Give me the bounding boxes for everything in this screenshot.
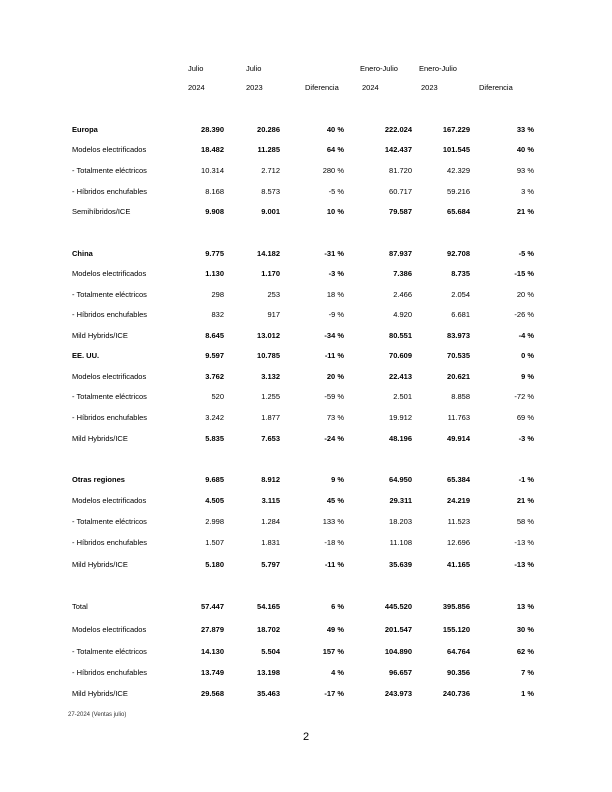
table-row: [0, 689, 612, 701]
cell-diferencia-month: -11 %: [324, 560, 344, 569]
cell-ytd-2024: 79.587: [389, 207, 412, 216]
cell-julio-2024: 8.168: [205, 187, 224, 196]
page-number: 2: [302, 731, 310, 743]
cell-diferencia-month: -3 %: [328, 269, 344, 278]
cell-diferencia-month: 49 %: [326, 625, 344, 634]
cell-ytd-2023: 155.120: [442, 625, 470, 634]
cell-julio-2024: 18.482: [201, 145, 224, 154]
table-row: [0, 668, 612, 680]
cell-ytd-2023: 11.763: [447, 413, 470, 422]
cell-julio-2024: 9.685: [205, 475, 224, 484]
cell-diferencia-month: -11 %: [324, 351, 344, 360]
cell-diferencia-ytd: 20 %: [516, 290, 534, 299]
cell-julio-2024: 5.835: [205, 434, 224, 443]
cell-diferencia-month: 40 %: [326, 125, 344, 134]
cell-diferencia-ytd: 7 %: [521, 668, 534, 677]
cell-julio-2023: 20.286: [257, 125, 280, 134]
table-row: [0, 166, 612, 178]
cell-diferencia-ytd: 40 %: [516, 145, 534, 154]
cell-diferencia-month: 18 %: [326, 290, 344, 299]
cell-ytd-2024: 64.950: [389, 475, 412, 484]
table-row: [0, 560, 612, 572]
cell-ytd-2023: 70.535: [447, 351, 470, 360]
header-col-julio-2024-label: Julio: [188, 64, 204, 73]
row-label: - Híbridos enchufables: [72, 187, 148, 196]
cell-ytd-2023: 65.684: [447, 207, 470, 216]
cell-diferencia-ytd: 3 %: [521, 187, 534, 196]
cell-julio-2023: 3.115: [261, 496, 280, 505]
cell-julio-2023: 54.165: [257, 602, 280, 611]
cell-ytd-2024: 18.203: [389, 517, 412, 526]
row-label: - Totalmente eléctricos: [72, 392, 147, 401]
cell-diferencia-month: -34 %: [324, 331, 344, 340]
cell-ytd-2023: 24.219: [447, 496, 470, 505]
cell-ytd-2024: 29.311: [389, 496, 412, 505]
cell-julio-2024: 27.879: [201, 625, 224, 634]
row-label: China: [72, 249, 93, 258]
cell-julio-2023: 18.702: [257, 625, 280, 634]
cell-diferencia-ytd: -3 %: [518, 434, 534, 443]
cell-diferencia-month: 64 %: [326, 145, 344, 154]
cell-diferencia-month: -18 %: [324, 538, 344, 547]
cell-ytd-2023: 92.708: [447, 249, 470, 258]
cell-julio-2024: 1.130: [205, 269, 224, 278]
cell-diferencia-month: 20 %: [326, 372, 344, 381]
cell-julio-2024: 2.998: [205, 517, 224, 526]
cell-diferencia-month: 4 %: [331, 668, 344, 677]
cell-diferencia-ytd: -15 %: [514, 269, 534, 278]
row-label: Mild Hybrids/ICE: [72, 560, 128, 569]
cell-ytd-2024: 104.890: [384, 647, 412, 656]
cell-julio-2024: 29.568: [201, 689, 224, 698]
cell-ytd-2024: 80.551: [389, 331, 412, 340]
row-label: - Híbridos enchufables: [72, 668, 148, 677]
cell-diferencia-month: 157 %: [322, 647, 344, 656]
cell-julio-2023: 5.504: [261, 647, 280, 656]
header-col-enero-julio-2023-label: Enero-Julio: [419, 64, 457, 73]
cell-ytd-2023: 64.764: [447, 647, 470, 656]
cell-julio-2024: 28.390: [201, 125, 224, 134]
cell-diferencia-ytd: 58 %: [516, 517, 534, 526]
cell-ytd-2023: 20.621: [447, 372, 470, 381]
cell-julio-2023: 3.132: [261, 372, 280, 381]
row-label: Semihíbridos/ICE: [72, 207, 131, 216]
row-label: - Totalmente eléctricos: [72, 290, 147, 299]
cell-ytd-2023: 2.054: [451, 290, 470, 299]
cell-julio-2023: 7.653: [261, 434, 280, 443]
cell-ytd-2023: 90.356: [447, 668, 470, 677]
row-label: Modelos electrificados: [72, 496, 147, 505]
table-row: [0, 372, 612, 384]
cell-julio-2023: 1.877: [261, 413, 280, 422]
table-row: [0, 331, 612, 343]
table-row: [0, 187, 612, 199]
cell-diferencia-month: 9 %: [331, 475, 344, 484]
table-row: [0, 538, 612, 550]
cell-diferencia-ytd: -26 %: [514, 310, 534, 319]
cell-ytd-2024: 445.520: [384, 602, 412, 611]
cell-ytd-2023: 41.165: [447, 560, 470, 569]
row-label: Modelos electrificados: [72, 625, 147, 634]
cell-diferencia-ytd: 9 %: [521, 372, 534, 381]
cell-ytd-2024: 35.639: [389, 560, 412, 569]
cell-ytd-2023: 240.736: [442, 689, 470, 698]
cell-ytd-2023: 101.545: [442, 145, 470, 154]
table-row: [0, 647, 612, 659]
cell-julio-2024: 3.762: [205, 372, 224, 381]
header-col-enero-julio-2024-label: Enero-Julio: [360, 64, 398, 73]
cell-julio-2024: 13.749: [201, 668, 224, 677]
cell-julio-2023: 917: [267, 310, 280, 319]
cell-ytd-2023: 11.523: [447, 517, 470, 526]
cell-julio-2023: 253: [267, 290, 280, 299]
row-label: EE. UU.: [72, 351, 100, 360]
cell-julio-2023: 9.001: [261, 207, 280, 216]
table-row: [0, 310, 612, 322]
cell-ytd-2024: 81.720: [389, 166, 412, 175]
cell-julio-2024: 4.505: [205, 496, 224, 505]
cell-julio-2023: 2.712: [261, 166, 280, 175]
cell-diferencia-ytd: -1 %: [518, 475, 534, 484]
header-col-julio-2023-year: 2023: [246, 83, 263, 92]
table-row: [0, 496, 612, 508]
row-label: Europa: [72, 125, 98, 134]
cell-diferencia-ytd: 33 %: [516, 125, 534, 134]
cell-julio-2023: 5.797: [261, 560, 280, 569]
cell-diferencia-ytd: 62 %: [516, 647, 534, 656]
cell-diferencia-ytd: -5 %: [518, 249, 534, 258]
cell-ytd-2024: 70.609: [389, 351, 412, 360]
cell-julio-2024: 520: [211, 392, 224, 401]
table-row: [0, 290, 612, 302]
row-label: - Totalmente eléctricos: [72, 517, 147, 526]
row-label: - Híbridos enchufables: [72, 310, 148, 319]
cell-ytd-2023: 167.229: [442, 125, 470, 134]
header-col-enero-julio-2024-year: 2024: [362, 83, 379, 92]
cell-ytd-2024: 201.547: [384, 625, 412, 634]
cell-diferencia-ytd: 69 %: [516, 413, 534, 422]
table-row: [0, 392, 612, 404]
cell-diferencia-month: -59 %: [324, 392, 344, 401]
cell-diferencia-ytd: 13 %: [516, 602, 534, 611]
table-row: [0, 249, 612, 261]
cell-diferencia-month: 73 %: [326, 413, 344, 422]
cell-julio-2023: 13.198: [257, 668, 280, 677]
header-col-julio-2023-label: Julio: [246, 64, 262, 73]
cell-diferencia-month: -24 %: [324, 434, 344, 443]
cell-julio-2024: 3.242: [205, 413, 224, 422]
table-row: [0, 413, 612, 425]
header-col-diferencia-ytd: Diferencia: [479, 83, 513, 92]
cell-julio-2023: 13.012: [257, 331, 280, 340]
cell-diferencia-ytd: 21 %: [516, 496, 534, 505]
cell-diferencia-ytd: 1 %: [521, 689, 534, 698]
cell-ytd-2024: 48.196: [389, 434, 412, 443]
cell-ytd-2023: 83.973: [447, 331, 470, 340]
cell-ytd-2024: 2.466: [393, 290, 412, 299]
cell-julio-2023: 1.255: [261, 392, 280, 401]
footer-note: 27-2024 (Ventas julio): [68, 712, 127, 718]
row-label: Mild Hybrids/ICE: [72, 331, 128, 340]
cell-diferencia-month: 10 %: [326, 207, 344, 216]
cell-ytd-2024: 19.912: [389, 413, 412, 422]
cell-ytd-2024: 222.024: [384, 125, 412, 134]
header-col-julio-2024-year: 2024: [188, 83, 205, 92]
row-label: Modelos electrificados: [72, 269, 147, 278]
row-label: Modelos electrificados: [72, 145, 147, 154]
row-label: - Totalmente eléctricos: [72, 647, 147, 656]
cell-ytd-2024: 87.937: [389, 249, 412, 258]
row-label: - Híbridos enchufables: [72, 413, 148, 422]
cell-julio-2023: 14.182: [257, 249, 280, 258]
table-row: [0, 625, 612, 637]
cell-diferencia-month: -17 %: [324, 689, 344, 698]
table-row: [0, 125, 612, 137]
table-row: [0, 145, 612, 157]
row-label: Mild Hybrids/ICE: [72, 434, 128, 443]
cell-ytd-2024: 11.108: [389, 538, 412, 547]
cell-julio-2024: 298: [211, 290, 224, 299]
table-row: [0, 207, 612, 219]
cell-julio-2024: 8.645: [205, 331, 224, 340]
cell-julio-2024: 9.908: [205, 207, 224, 216]
row-label: Otras regiones: [72, 475, 125, 484]
cell-diferencia-ytd: 93 %: [516, 166, 534, 175]
row-label: - Híbridos enchufables: [72, 538, 148, 547]
cell-julio-2024: 1.507: [205, 538, 224, 547]
cell-diferencia-month: -9 %: [328, 310, 344, 319]
cell-diferencia-ytd: -72 %: [514, 392, 534, 401]
cell-ytd-2024: 4.920: [393, 310, 412, 319]
cell-julio-2023: 1.831: [261, 538, 280, 547]
cell-diferencia-month: 280 %: [322, 166, 344, 175]
cell-ytd-2024: 22.413: [389, 372, 412, 381]
header-col-enero-julio-2023-year: 2023: [421, 83, 438, 92]
cell-ytd-2023: 6.681: [451, 310, 470, 319]
table-row: [0, 602, 612, 614]
cell-julio-2024: 10.314: [201, 166, 224, 175]
cell-diferencia-ytd: 30 %: [516, 625, 534, 634]
cell-julio-2023: 8.573: [261, 187, 280, 196]
cell-ytd-2024: 2.501: [393, 392, 412, 401]
cell-diferencia-ytd: 21 %: [516, 207, 534, 216]
cell-diferencia-month: 45 %: [326, 496, 344, 505]
row-label: Modelos electrificados: [72, 372, 147, 381]
cell-julio-2024: 9.775: [205, 249, 224, 258]
cell-ytd-2024: 60.717: [389, 187, 412, 196]
table-row: [0, 475, 612, 487]
cell-diferencia-month: -31 %: [324, 249, 344, 258]
cell-ytd-2023: 49.914: [447, 434, 470, 443]
cell-julio-2024: 832: [211, 310, 224, 319]
cell-diferencia-ytd: -13 %: [514, 560, 534, 569]
table-row: [0, 351, 612, 363]
cell-julio-2023: 10.785: [257, 351, 280, 360]
cell-ytd-2023: 59.216: [447, 187, 470, 196]
table-row: [0, 434, 612, 446]
cell-ytd-2023: 12.696: [447, 538, 470, 547]
cell-julio-2023: 1.284: [261, 517, 280, 526]
table-row: [0, 517, 612, 529]
cell-julio-2023: 1.170: [261, 269, 280, 278]
cell-ytd-2024: 96.657: [389, 668, 412, 677]
row-label: - Totalmente eléctricos: [72, 166, 147, 175]
cell-julio-2024: 14.130: [201, 647, 224, 656]
cell-diferencia-ytd: -4 %: [518, 331, 534, 340]
cell-julio-2023: 8.912: [261, 475, 280, 484]
cell-ytd-2023: 8.858: [451, 392, 470, 401]
cell-ytd-2024: 7.386: [393, 269, 412, 278]
cell-julio-2023: 35.463: [257, 689, 280, 698]
cell-ytd-2023: 42.329: [447, 166, 470, 175]
cell-julio-2024: 5.180: [205, 560, 224, 569]
table-row: [0, 269, 612, 281]
cell-ytd-2023: 8.735: [451, 269, 470, 278]
cell-diferencia-month: 133 %: [322, 517, 344, 526]
cell-julio-2023: 11.285: [257, 145, 280, 154]
cell-ytd-2023: 65.384: [447, 475, 470, 484]
row-label: Total: [72, 602, 88, 611]
cell-diferencia-month: 6 %: [331, 602, 344, 611]
cell-julio-2024: 57.447: [201, 602, 224, 611]
cell-ytd-2024: 243.973: [384, 689, 412, 698]
cell-diferencia-ytd: 0 %: [521, 351, 534, 360]
cell-ytd-2023: 395.856: [442, 602, 470, 611]
cell-diferencia-month: -5 %: [328, 187, 344, 196]
cell-ytd-2024: 142.437: [384, 145, 412, 154]
cell-diferencia-ytd: -13 %: [514, 538, 534, 547]
row-label: Mild Hybrids/ICE: [72, 689, 128, 698]
header-col-diferencia-month: Diferencia: [305, 83, 339, 92]
cell-julio-2024: 9.597: [205, 351, 224, 360]
